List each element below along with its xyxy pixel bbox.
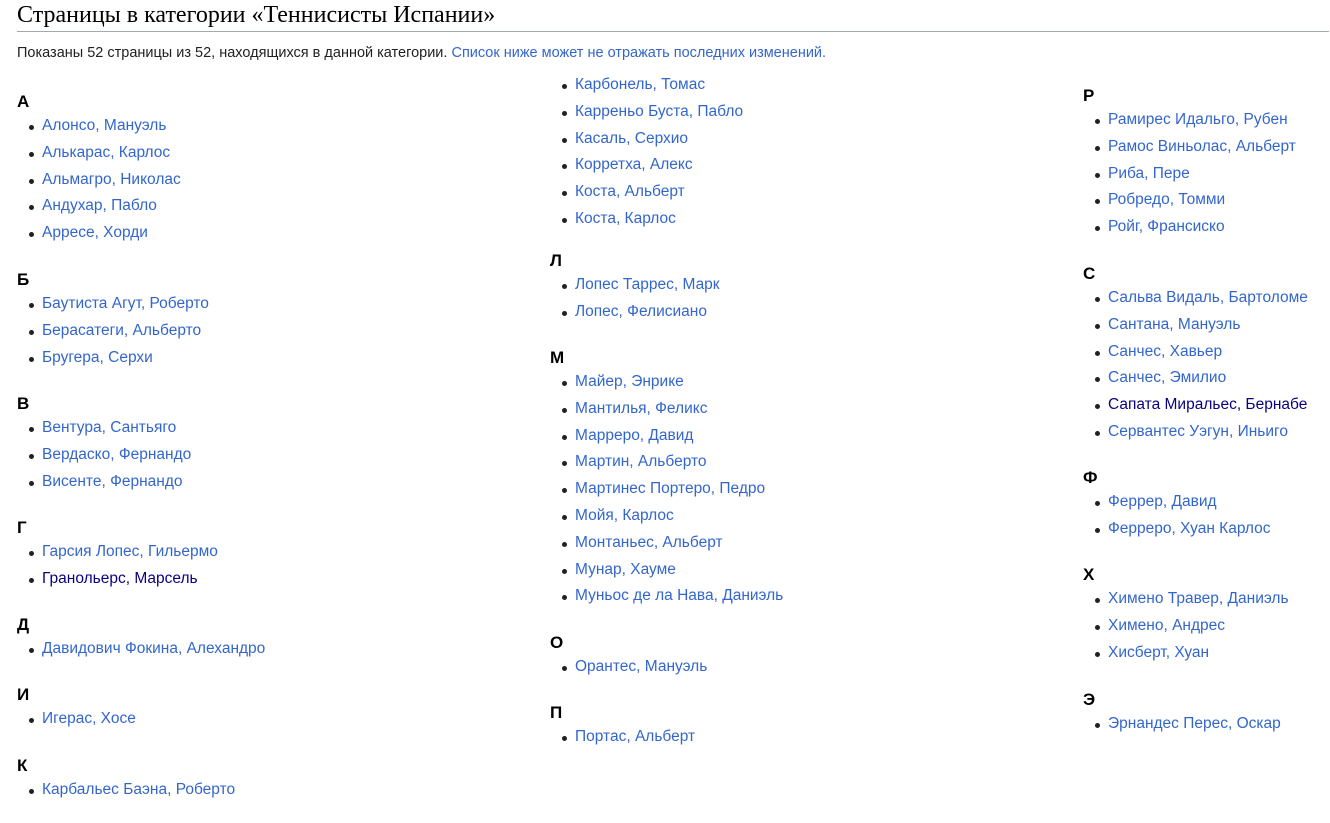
page-list [1083, 107, 1296, 241]
list-item [17, 318, 209, 345]
letter-heading: О [550, 633, 564, 652]
letter-group [17, 755, 235, 804]
list-item [17, 415, 191, 442]
page-list [17, 539, 218, 593]
page-link[interactable]: Лопес Таррес, Марк [575, 276, 720, 293]
list-item [1083, 640, 1289, 667]
list-item [17, 539, 218, 566]
page-link[interactable]: Бругера, Серхи [42, 348, 153, 366]
list-item [17, 636, 265, 663]
list-item [550, 503, 783, 530]
list-item [550, 99, 743, 126]
page-list [550, 72, 743, 233]
list-item [17, 167, 181, 194]
letter-heading: С [1083, 264, 1096, 283]
list-item [1083, 516, 1271, 543]
letter-heading: Х [1083, 565, 1095, 584]
page-link[interactable]: Гранольерс, Марсель [42, 569, 198, 587]
page-link[interactable]: Алонсо, Мануэль [42, 117, 167, 134]
list-item [17, 140, 181, 167]
page-link[interactable]: Ферреро, Хуан Карлос [1108, 519, 1271, 537]
letter-group [1083, 689, 1281, 738]
list-item [550, 179, 743, 206]
page-link[interactable]: Коста, Альберт [575, 183, 685, 201]
page-link[interactable]: Давидович Фокина, Алехандро [42, 640, 266, 657]
list-item [1083, 187, 1296, 214]
letter-heading: Д [17, 615, 30, 634]
list-item [1083, 711, 1281, 738]
list-item [550, 126, 743, 153]
list-item [17, 469, 191, 496]
page-link[interactable]: Санчес, Хавьер [1108, 342, 1223, 360]
page-list [17, 113, 181, 247]
page-link[interactable]: Сапата Миральес, Бернабе [1108, 396, 1308, 414]
list-item [550, 72, 743, 99]
page-link[interactable]: Мантилья, Феликс [575, 399, 708, 417]
page-list [1083, 489, 1271, 543]
list-item [17, 442, 191, 469]
list-item [17, 566, 218, 593]
list-item [1083, 392, 1308, 419]
page-link[interactable]: Карреньо Буста, Пабло [575, 102, 744, 120]
list-item [550, 272, 720, 299]
page-link[interactable]: Сантана, Мануэль [1108, 315, 1241, 333]
list-item [1083, 285, 1308, 312]
letter-heading: К [17, 756, 28, 775]
letter-group [1083, 467, 1271, 543]
page-list [17, 777, 235, 804]
page-link[interactable]: Андухар, Пабло [42, 197, 157, 215]
letter-group [17, 91, 181, 247]
page-link[interactable]: Химено Травер, Даниэль [1108, 590, 1289, 607]
page-link[interactable]: Алькарас, Карлос [42, 143, 171, 161]
list-item [1083, 365, 1308, 392]
list-item [550, 530, 783, 557]
list-item [550, 557, 783, 584]
page-link[interactable]: Эрнандес Перес, Оскар [1108, 715, 1281, 732]
list-item [550, 724, 695, 751]
page-link[interactable]: Вентура, Сантьяго [42, 419, 177, 436]
letter-heading: А [17, 92, 30, 111]
changes-note-link[interactable]: Список ниже может не отражать последних изменений. [451, 45, 827, 61]
list-item [550, 654, 707, 681]
letter-heading: Г [17, 518, 27, 537]
page-link[interactable]: Муньос де ла Нава, Даниэль [575, 587, 784, 605]
page-title: Страницы в категории «Теннисисты Испании» [17, 0, 1329, 32]
letter-group [17, 269, 209, 371]
page-list [550, 369, 783, 610]
list-item [1083, 134, 1296, 161]
category-summary [17, 43, 826, 63]
letter-heading: Ф [1083, 468, 1098, 487]
list-item [550, 476, 783, 503]
list-item [550, 206, 743, 233]
letter-group [550, 347, 783, 610]
summary-text: Показаны 52 страницы из 52, находящихся в данной категории. [17, 45, 448, 61]
page-link[interactable]: Сальва Видаль, Бартоломе [1108, 289, 1308, 306]
page-list [1083, 586, 1289, 666]
letter-group [550, 250, 720, 326]
letter-group [550, 72, 743, 233]
page-list [550, 272, 720, 326]
page-link[interactable]: Арресе, Хорди [42, 224, 148, 242]
list-item [1083, 586, 1289, 613]
page-list [1083, 285, 1308, 446]
page-link[interactable]: Мойя, Карлос [575, 506, 674, 524]
letter-group [550, 702, 695, 751]
letter-group [1083, 564, 1289, 666]
letter-group [550, 632, 707, 681]
list-item [17, 345, 209, 372]
page-link[interactable]: Марреро, Давид [575, 426, 694, 444]
page-link[interactable]: Висенте, Фернандо [42, 472, 183, 490]
page-link[interactable]: Карбальес Баэна, Роберто [42, 781, 236, 798]
letter-heading: И [17, 685, 30, 704]
page-link[interactable]: Альмагро, Николас [42, 170, 181, 188]
page-link[interactable]: Баутиста Агут, Роберто [42, 295, 209, 312]
list-item [1083, 161, 1296, 188]
page-link[interactable]: Берасатеги, Альберто [42, 321, 202, 339]
letter-heading: Б [17, 270, 30, 289]
page-list [17, 291, 209, 371]
page-list [17, 706, 136, 733]
letter-group [17, 517, 218, 593]
page-link[interactable]: Лопес, Фелисиано [575, 302, 707, 320]
list-item [1083, 339, 1308, 366]
list-item [17, 220, 181, 247]
page-link[interactable]: Ройг, Франсиско [1108, 218, 1225, 236]
page-link[interactable]: Рамирес Идальго, Рубен [1108, 111, 1288, 128]
letter-group [17, 684, 136, 733]
page-link[interactable]: Коста, Карлос [575, 209, 676, 227]
list-item [550, 152, 743, 179]
page-link[interactable]: Портас, Альберт [575, 728, 696, 745]
letter-group [17, 393, 191, 495]
page-link[interactable]: Сервантес Уэгун, Иньиго [1108, 422, 1288, 440]
list-item [550, 396, 783, 423]
letter-group [1083, 85, 1296, 241]
letter-group [17, 614, 265, 663]
page-link[interactable]: Хисберт, Хуан [1108, 643, 1210, 661]
list-item [1083, 312, 1308, 339]
page-link[interactable]: Рамос Виньолас, Альберт [1108, 137, 1296, 155]
list-item [17, 113, 181, 140]
list-item [550, 299, 720, 326]
page-link[interactable]: Игерас, Хосе [42, 710, 136, 727]
page-link[interactable]: Монтаньес, Альберт [575, 533, 723, 551]
letter-group [1083, 263, 1308, 446]
page-link[interactable]: Майер, Энрике [575, 373, 684, 390]
page-list [550, 654, 707, 681]
page-link[interactable]: Корретха, Алекс [575, 156, 693, 174]
letter-heading: Р [1083, 86, 1095, 105]
page-link[interactable]: Касаль, Серхио [575, 129, 689, 147]
page-link[interactable]: Вердаско, Фернандо [42, 445, 192, 463]
page-link[interactable]: Санчес, Эмилио [1108, 369, 1227, 387]
page-link[interactable]: Феррер, Давид [1108, 493, 1217, 510]
page-link[interactable]: Карбонель, Томас [575, 76, 706, 93]
page-link[interactable]: Гарсия Лопес, Гильермо [42, 543, 218, 560]
list-item [550, 369, 783, 396]
page-link[interactable]: Риба, Пере [1108, 164, 1190, 182]
list-item [17, 777, 235, 804]
page-list [17, 636, 265, 663]
letter-heading: М [550, 348, 565, 367]
list-item [550, 449, 783, 476]
list-item [550, 423, 783, 450]
list-item [1083, 107, 1296, 134]
page-link[interactable]: Мартин, Альберто [575, 453, 707, 471]
list-item [1083, 613, 1289, 640]
letter-heading: В [17, 394, 30, 413]
list-item [1083, 489, 1271, 516]
page-list [1083, 711, 1281, 738]
letter-heading: П [550, 703, 563, 722]
page-list [17, 415, 191, 495]
page-link[interactable]: Химено, Андрес [1108, 616, 1225, 634]
letter-heading: Э [1083, 690, 1096, 709]
list-item [17, 291, 209, 318]
page-list [550, 724, 695, 751]
list-item [550, 583, 783, 610]
page-link[interactable]: Мунар, Хауме [575, 560, 676, 578]
list-item [17, 193, 181, 220]
list-item [1083, 214, 1296, 241]
page-link[interactable]: Орантес, Мануэль [575, 658, 708, 675]
page-link[interactable]: Робредо, Томми [1108, 191, 1226, 209]
page-link[interactable]: Мартинес Портеро, Педро [575, 480, 766, 498]
list-item [1083, 419, 1308, 446]
list-item [17, 706, 136, 733]
letter-heading: Л [550, 251, 562, 270]
